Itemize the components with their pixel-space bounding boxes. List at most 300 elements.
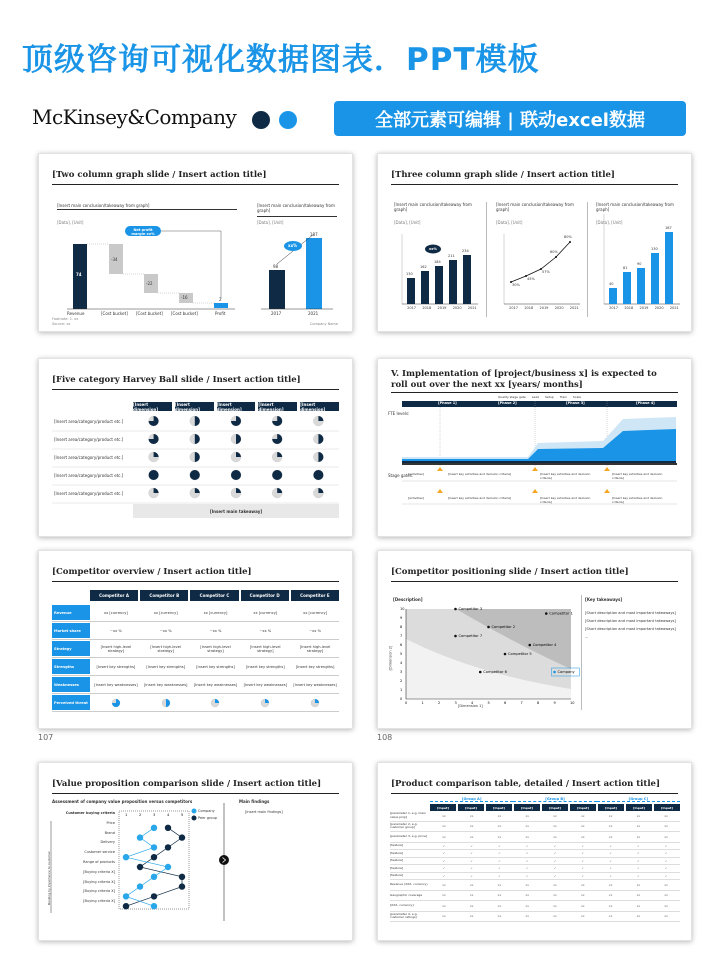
harvey-ball bbox=[313, 488, 323, 498]
table-row bbox=[390, 832, 680, 843]
value-label: 74 bbox=[76, 272, 82, 277]
table-cell: ✓ bbox=[442, 851, 446, 856]
harvey-ball bbox=[149, 470, 159, 480]
x-axis-label: [Dimension 1] bbox=[458, 704, 483, 708]
table-cell: xx bbox=[525, 914, 530, 919]
table-cell: xx bbox=[608, 903, 613, 908]
slide-thumb-three-column[interactable] bbox=[377, 153, 692, 332]
row-header: Strengths bbox=[52, 659, 90, 674]
table-cell: ✓ bbox=[637, 851, 640, 856]
input-header: [Input] bbox=[626, 804, 652, 811]
peer-point bbox=[151, 893, 157, 899]
input-header: [Input] bbox=[514, 804, 540, 811]
table-cell: xx bbox=[608, 893, 613, 898]
table-cell: xx bbox=[497, 914, 502, 919]
table-cell: [Insert high-level strategy] bbox=[250, 644, 281, 653]
table-cell: ✓ bbox=[525, 866, 529, 871]
slide-thumb-competitor-overview[interactable] bbox=[38, 550, 353, 729]
peer-point bbox=[123, 903, 129, 909]
gate-text: [Insert key activities and decision criteria] bbox=[540, 496, 591, 504]
table-cell: ✓ bbox=[581, 873, 585, 878]
row-label: [parameter 1, e.g. main value prop] bbox=[390, 811, 426, 819]
point-label: Competitor 1 bbox=[549, 611, 573, 616]
table-cell: xx bbox=[469, 882, 474, 887]
table-cell: ✓ bbox=[442, 873, 446, 878]
left-heading: [Insert main conclusion/takeaway from graph] bbox=[57, 203, 150, 208]
company-name: Company Name bbox=[309, 322, 338, 326]
table-cell: xx bbox=[581, 813, 585, 818]
competitor-header: Competitor C bbox=[190, 590, 238, 601]
table-cell: ✓ bbox=[637, 866, 640, 871]
y-tick-label: 10 bbox=[400, 607, 405, 611]
table-cell: xx bbox=[553, 882, 557, 887]
harvey-ball bbox=[272, 452, 282, 462]
table-cell: xx bbox=[581, 914, 585, 919]
title-rule bbox=[391, 793, 678, 794]
table-cell: ✓ bbox=[470, 843, 473, 848]
year-label: 2018 bbox=[624, 306, 634, 310]
row-header: Weaknesses bbox=[52, 677, 90, 692]
table-cell: xx bbox=[469, 914, 474, 919]
table-cell: [Insert high-level strategy] bbox=[299, 644, 331, 653]
table-cell: ✓ bbox=[637, 858, 640, 863]
input-header: [Input] bbox=[598, 804, 624, 811]
year-label: 2021 bbox=[569, 306, 579, 310]
input-header: [Input] bbox=[486, 804, 512, 811]
table-cell: [Insert key strengths] bbox=[295, 664, 335, 669]
peer-point bbox=[179, 874, 185, 880]
threat-ball-fill bbox=[112, 699, 120, 707]
table-cell: xx bbox=[525, 813, 530, 818]
peer-point bbox=[165, 844, 171, 850]
table-cell: xx bbox=[581, 903, 585, 908]
y-tick-label: 7 bbox=[400, 634, 403, 638]
x-tick-label: 3 bbox=[454, 701, 457, 705]
competitor-point bbox=[454, 635, 457, 638]
table-row bbox=[52, 658, 339, 676]
table-cell: ~xx % bbox=[109, 628, 122, 633]
y-tick-label: 4 bbox=[400, 661, 403, 665]
dimension-header: [Insert dimension] bbox=[300, 402, 339, 411]
row-label: [feature] bbox=[390, 865, 404, 870]
legend-item: Lead bbox=[531, 395, 539, 399]
criteria-label: [Buying criteria X] bbox=[83, 869, 115, 874]
value-label: 187 bbox=[310, 232, 318, 237]
table-cell: xx [currency] bbox=[253, 610, 278, 615]
table-cell: ~xx % bbox=[259, 628, 272, 633]
harvey-ball bbox=[149, 434, 159, 444]
column-heading: [Insert main conclusion/takeaway from graph] bbox=[596, 202, 674, 212]
slide-thumb-two-column[interactable] bbox=[38, 153, 353, 332]
table-cell: xx bbox=[664, 813, 668, 818]
table-cell: xx bbox=[553, 834, 557, 839]
year-label: 2019 bbox=[539, 306, 549, 310]
row-label: [feature] bbox=[390, 843, 404, 848]
gate-text: [Insert key activities and decision criteria] bbox=[540, 472, 591, 480]
harvey-ball bbox=[272, 416, 282, 426]
column-heading: [Insert main conclusion/takeaway from graph] bbox=[496, 202, 574, 212]
table-cell: xx [currency] bbox=[103, 610, 128, 615]
table-cell: [Insert key strengths] bbox=[146, 664, 186, 669]
table-cell: xx bbox=[497, 834, 502, 839]
table-cell: ✓ bbox=[525, 843, 529, 848]
table-cell: xx bbox=[664, 914, 668, 919]
feature-banner: 全部元素可编辑 | 联动excel数据 bbox=[334, 101, 686, 136]
table-cell: ✓ bbox=[470, 851, 473, 856]
gate-text: [Insert key activities and decision criteria] bbox=[448, 496, 512, 500]
table-cell: ✓ bbox=[637, 843, 640, 848]
table-cell: xx bbox=[469, 824, 474, 829]
margin-connector bbox=[161, 231, 221, 299]
table-cell: xx bbox=[636, 914, 641, 919]
point-label: Company bbox=[557, 670, 575, 675]
x-tick-label: 10 bbox=[570, 701, 575, 705]
table-cell: xx bbox=[608, 882, 613, 887]
table-cell: ✓ bbox=[442, 843, 446, 848]
input-header: [Input] bbox=[458, 804, 484, 811]
company-point bbox=[137, 834, 143, 840]
harvey-ball bbox=[190, 452, 200, 462]
table-cell: xx bbox=[442, 914, 446, 919]
row-label: [feature] bbox=[390, 873, 404, 878]
table-cell: xx bbox=[636, 813, 641, 818]
criteria-label: Price bbox=[106, 820, 115, 825]
table-cell: xx bbox=[581, 834, 585, 839]
table-cell: [Insert key strengths] bbox=[245, 664, 285, 669]
slide-title: [Value proposition comparison slide / Insert action title] bbox=[52, 779, 322, 789]
harvey-ball bbox=[231, 470, 241, 480]
table-cell: xx bbox=[581, 882, 585, 887]
table-cell: xx bbox=[525, 834, 530, 839]
table-cell: xx bbox=[636, 903, 641, 908]
table-cell: [Insert high-level strategy] bbox=[150, 644, 181, 653]
threat-ball-fill bbox=[311, 699, 319, 707]
takeaway-item: [Short description and most important takeaways] bbox=[585, 627, 676, 631]
year-label: 2018 bbox=[422, 306, 432, 310]
point-label: Competitor 7 bbox=[458, 634, 483, 639]
harvey-ball bbox=[231, 488, 241, 498]
legend-item: Train bbox=[559, 395, 567, 399]
scale-label: 3 bbox=[153, 813, 156, 817]
table-cell: xx bbox=[497, 893, 502, 898]
table-row bbox=[52, 640, 339, 658]
peer-point bbox=[165, 825, 171, 831]
row-label: [Insert area/category/product etc.] bbox=[54, 491, 124, 496]
x-tick-label: 7 bbox=[520, 701, 523, 705]
table-row bbox=[390, 901, 680, 912]
table-row bbox=[52, 622, 339, 640]
harvey-ball bbox=[190, 416, 200, 426]
slide-title: [Five category Harvey Ball slide / Insert action title] bbox=[52, 375, 301, 385]
harvey-ball bbox=[231, 416, 241, 426]
table-cell: [Insert key strengths] bbox=[96, 664, 136, 669]
table-cell: xx bbox=[469, 813, 474, 818]
table-cell: ✓ bbox=[609, 843, 612, 848]
bar-2021 bbox=[306, 238, 322, 309]
threat-cell bbox=[241, 698, 289, 708]
value-prop-chart bbox=[39, 763, 352, 940]
input-header: [Input] bbox=[654, 804, 680, 811]
row-label: [parameter 4, e.g. customer ratings] bbox=[390, 911, 418, 920]
table-cell: ✓ bbox=[581, 851, 585, 856]
scale-label: 4 bbox=[167, 813, 170, 817]
y-tick-label: 6 bbox=[400, 643, 403, 647]
phase-label: [Phase 3] bbox=[566, 401, 585, 405]
gate-text: [Insert key activities and decision criteria] bbox=[612, 496, 663, 504]
threat-ball bbox=[210, 698, 220, 708]
point-label: Competitor 5 bbox=[508, 652, 532, 657]
table-cell: xx bbox=[497, 882, 502, 887]
harvey-ball bbox=[149, 452, 159, 462]
point-label: Competitor 3 bbox=[458, 607, 483, 612]
slide-thumb-product-comparison[interactable] bbox=[377, 762, 692, 941]
table-row bbox=[52, 676, 339, 694]
harvey-ball bbox=[272, 470, 282, 480]
category-label: [Cost bucket] bbox=[171, 311, 198, 316]
takeaway-item: [Short description and most important takeaways] bbox=[585, 619, 676, 623]
table-row bbox=[390, 912, 680, 923]
slide-title: V. Implementation of [project/business x] is expected to roll out over the next xx [years/ months] bbox=[391, 369, 657, 390]
legend-item: Scale bbox=[572, 395, 581, 399]
group-header: [Group C] bbox=[597, 797, 680, 802]
value-label: 45% bbox=[527, 277, 535, 281]
y-axis-label: [Dimension 2] bbox=[388, 645, 393, 671]
y-tick-label: 8 bbox=[400, 625, 403, 629]
table-cell: xx bbox=[525, 882, 530, 887]
footnote: Footnote: 1. xx bbox=[52, 317, 79, 321]
table-cell: ~xx % bbox=[209, 628, 222, 633]
value-label: 234 bbox=[462, 249, 469, 253]
row-label: FTE levels: bbox=[388, 411, 410, 416]
table-cell: xx bbox=[469, 893, 474, 898]
brand-logo: McKinsey&Company bbox=[32, 105, 237, 129]
table-cell: ✓ bbox=[553, 858, 557, 863]
y-tick-label: 3 bbox=[400, 670, 403, 674]
value-label: 2 bbox=[219, 297, 222, 302]
table-cell: ~xx % bbox=[159, 628, 172, 633]
table-cell: xx bbox=[636, 824, 641, 829]
harvey-ball bbox=[190, 488, 200, 498]
navy-bar-chart bbox=[402, 234, 478, 304]
table-cell: xx bbox=[497, 824, 502, 829]
table-cell: xx bbox=[525, 824, 530, 829]
harvey-ball bbox=[231, 452, 241, 462]
table-cell: xx bbox=[608, 824, 613, 829]
slide-thumb-competitor-positioning[interactable] bbox=[377, 550, 692, 729]
growth-label: xx% bbox=[429, 247, 438, 251]
company-point bbox=[123, 893, 129, 899]
table-row bbox=[390, 843, 680, 851]
threat-cell bbox=[92, 698, 140, 708]
table-cell: [Insert key weaknesses] bbox=[94, 682, 138, 687]
row-label: [XXX, currency] bbox=[390, 903, 414, 908]
value-label: 211 bbox=[448, 254, 455, 258]
table-cell: xx bbox=[469, 903, 474, 908]
criteria-label: Range of products bbox=[83, 859, 115, 864]
harvey-ball bbox=[149, 488, 159, 498]
value-label: 57% bbox=[542, 270, 550, 274]
table-cell: ✓ bbox=[581, 858, 585, 863]
growth-label: xx% bbox=[288, 243, 298, 248]
legend-peer: Peer group bbox=[198, 816, 218, 820]
slide-title: [Competitor overview / Insert action title] bbox=[52, 567, 252, 577]
table-cell: xx bbox=[442, 882, 446, 887]
harvey-ball bbox=[149, 416, 159, 426]
description-label: [Description] bbox=[393, 597, 423, 602]
value-label: 130 bbox=[406, 272, 413, 276]
unit-label: [Data], [Unit] bbox=[596, 220, 623, 225]
page-number: 108 bbox=[377, 733, 393, 742]
table-cell: [Insert high-level strategy] bbox=[100, 644, 132, 653]
competitor-point bbox=[487, 626, 490, 629]
legend-company-dot bbox=[192, 809, 197, 814]
peer-point bbox=[137, 864, 143, 870]
x-tick-label: 0 bbox=[405, 701, 408, 705]
slide-thumb-implementation[interactable] bbox=[377, 358, 692, 537]
group-header: [Group B] bbox=[513, 797, 596, 802]
table-cell: xx bbox=[664, 882, 668, 887]
value-label: -34 bbox=[111, 257, 118, 262]
scale-label: 2 bbox=[139, 813, 142, 817]
threat-ball-fill bbox=[211, 699, 219, 707]
slide-title: [Two column graph slide / Insert action title] bbox=[52, 170, 267, 180]
table-cell: xx bbox=[469, 834, 474, 839]
point-label: Competitor 4 bbox=[532, 643, 557, 648]
criteria-label: Customer buying criteria bbox=[65, 811, 115, 815]
takeaway-list bbox=[585, 611, 680, 639]
year-label: 2019 bbox=[639, 306, 649, 310]
navy-dot-icon bbox=[252, 111, 270, 129]
y-tick-label: 1 bbox=[400, 688, 403, 692]
title-rule bbox=[52, 581, 339, 582]
table-cell: ✓ bbox=[525, 851, 529, 856]
ranking-axis-label: Ranking by importance to customer bbox=[47, 851, 51, 905]
category-label: Revenue bbox=[67, 311, 85, 316]
year-label: 2021 bbox=[467, 306, 477, 310]
threat-ball bbox=[111, 698, 121, 708]
dimension-header: [Insert dimension] bbox=[217, 402, 256, 411]
x-tick-label: 5 bbox=[487, 701, 490, 705]
table-cell: [Insert high-level strategy] bbox=[200, 644, 231, 653]
harvey-ball bbox=[313, 470, 323, 480]
input-header: [Input] bbox=[570, 804, 596, 811]
table-row bbox=[390, 880, 680, 891]
y-tick-label: 9 bbox=[400, 616, 403, 620]
threat-ball bbox=[310, 698, 320, 708]
table-row bbox=[390, 850, 680, 858]
positioning-chart bbox=[378, 551, 691, 728]
table-row bbox=[390, 822, 680, 833]
company-point bbox=[151, 844, 157, 850]
table-cell: xx [currency] bbox=[203, 610, 228, 615]
year-axis bbox=[404, 306, 480, 310]
year-label: 2021 bbox=[308, 311, 319, 316]
right-heading: [Insert main conclusion/takeaway from graph] bbox=[257, 203, 335, 213]
table-row bbox=[390, 873, 680, 881]
table-cell: xx bbox=[636, 882, 641, 887]
value-label: 184 bbox=[434, 260, 441, 264]
takeaway-item: [Short description and most important takeaways] bbox=[585, 611, 676, 615]
harvey-ball bbox=[190, 434, 200, 444]
year-label: 2017 bbox=[609, 306, 619, 310]
table-cell: ✓ bbox=[498, 866, 501, 871]
legend-item: Quality stage gate bbox=[498, 395, 526, 399]
arrow-circle-icon bbox=[219, 855, 229, 865]
year-label: 2017 bbox=[271, 311, 282, 316]
table-cell: xx bbox=[553, 903, 557, 908]
takeaway-item: ... bbox=[585, 635, 589, 639]
slide-thumb-value-proposition[interactable] bbox=[38, 762, 353, 941]
table-cell: xx bbox=[553, 824, 557, 829]
table-cell: ✓ bbox=[470, 858, 473, 863]
y-tick-label: 5 bbox=[400, 652, 403, 656]
gate-text: [activities] bbox=[408, 472, 424, 476]
table-cell: xx bbox=[525, 903, 530, 908]
value-label: 30% bbox=[512, 283, 520, 287]
competitor-point bbox=[479, 671, 482, 674]
table-row bbox=[52, 694, 339, 712]
margin-bubble-label: Net profit margin xx% bbox=[131, 228, 155, 236]
row-label: [Insert area/category/product etc.] bbox=[54, 455, 124, 460]
table-cell: xx bbox=[664, 834, 668, 839]
row-label: [feature] bbox=[390, 858, 404, 863]
table-row bbox=[390, 891, 680, 902]
company-point bbox=[123, 854, 129, 860]
slide-thumb-harvey-ball[interactable] bbox=[38, 358, 353, 537]
row-label: [parameter 2, e.g. customer group] bbox=[390, 821, 418, 830]
company-point bbox=[137, 883, 143, 889]
phase-label: [Phase 1] bbox=[438, 401, 457, 405]
row-label: [parameter 3, e.g. price] bbox=[390, 834, 428, 839]
table-cell: ✓ bbox=[664, 851, 668, 856]
year-label: 2020 bbox=[554, 306, 564, 310]
table-cell: ✓ bbox=[470, 873, 473, 878]
harvey-ball bbox=[272, 488, 282, 498]
table-cell: xx bbox=[553, 813, 557, 818]
slide-title: [Three column graph slide / Insert action title] bbox=[391, 170, 615, 180]
table-cell: xx bbox=[442, 813, 446, 818]
table-cell: xx bbox=[553, 914, 557, 919]
point-label: Competitor 6 bbox=[483, 670, 507, 675]
table-cell: xx bbox=[664, 824, 668, 829]
competitor-header: Competitor A bbox=[90, 590, 138, 601]
peer-point bbox=[151, 854, 157, 860]
table-cell: ✓ bbox=[664, 873, 668, 878]
table-cell: ✓ bbox=[637, 873, 640, 878]
company-point bbox=[151, 903, 157, 909]
value-label: 130 bbox=[651, 247, 658, 251]
competitor-header: Competitor D bbox=[241, 590, 289, 601]
table-cell: xx bbox=[497, 813, 502, 818]
y-tick-label: 0 bbox=[400, 697, 403, 701]
year-label: 2017 bbox=[407, 306, 417, 310]
table-cell: [Insert key weaknesses] bbox=[193, 682, 238, 687]
table-row bbox=[390, 858, 680, 866]
peer-point bbox=[179, 834, 185, 840]
value-label: 40 bbox=[609, 282, 614, 286]
x-tick-label: 2 bbox=[438, 701, 441, 705]
value-label: 98 bbox=[273, 264, 279, 269]
table-cell: ✓ bbox=[525, 873, 529, 878]
value-label: -22 bbox=[146, 281, 153, 286]
table-cell: [Insert key weaknesses] bbox=[243, 682, 287, 687]
year-label: 2017 bbox=[509, 306, 519, 310]
row-header: Revenue bbox=[52, 605, 90, 620]
unit-label: [Data], [Unit] bbox=[394, 220, 421, 225]
threat-cell bbox=[142, 698, 190, 708]
table-cell: ✓ bbox=[498, 873, 501, 878]
year-label: 2019 bbox=[437, 306, 447, 310]
